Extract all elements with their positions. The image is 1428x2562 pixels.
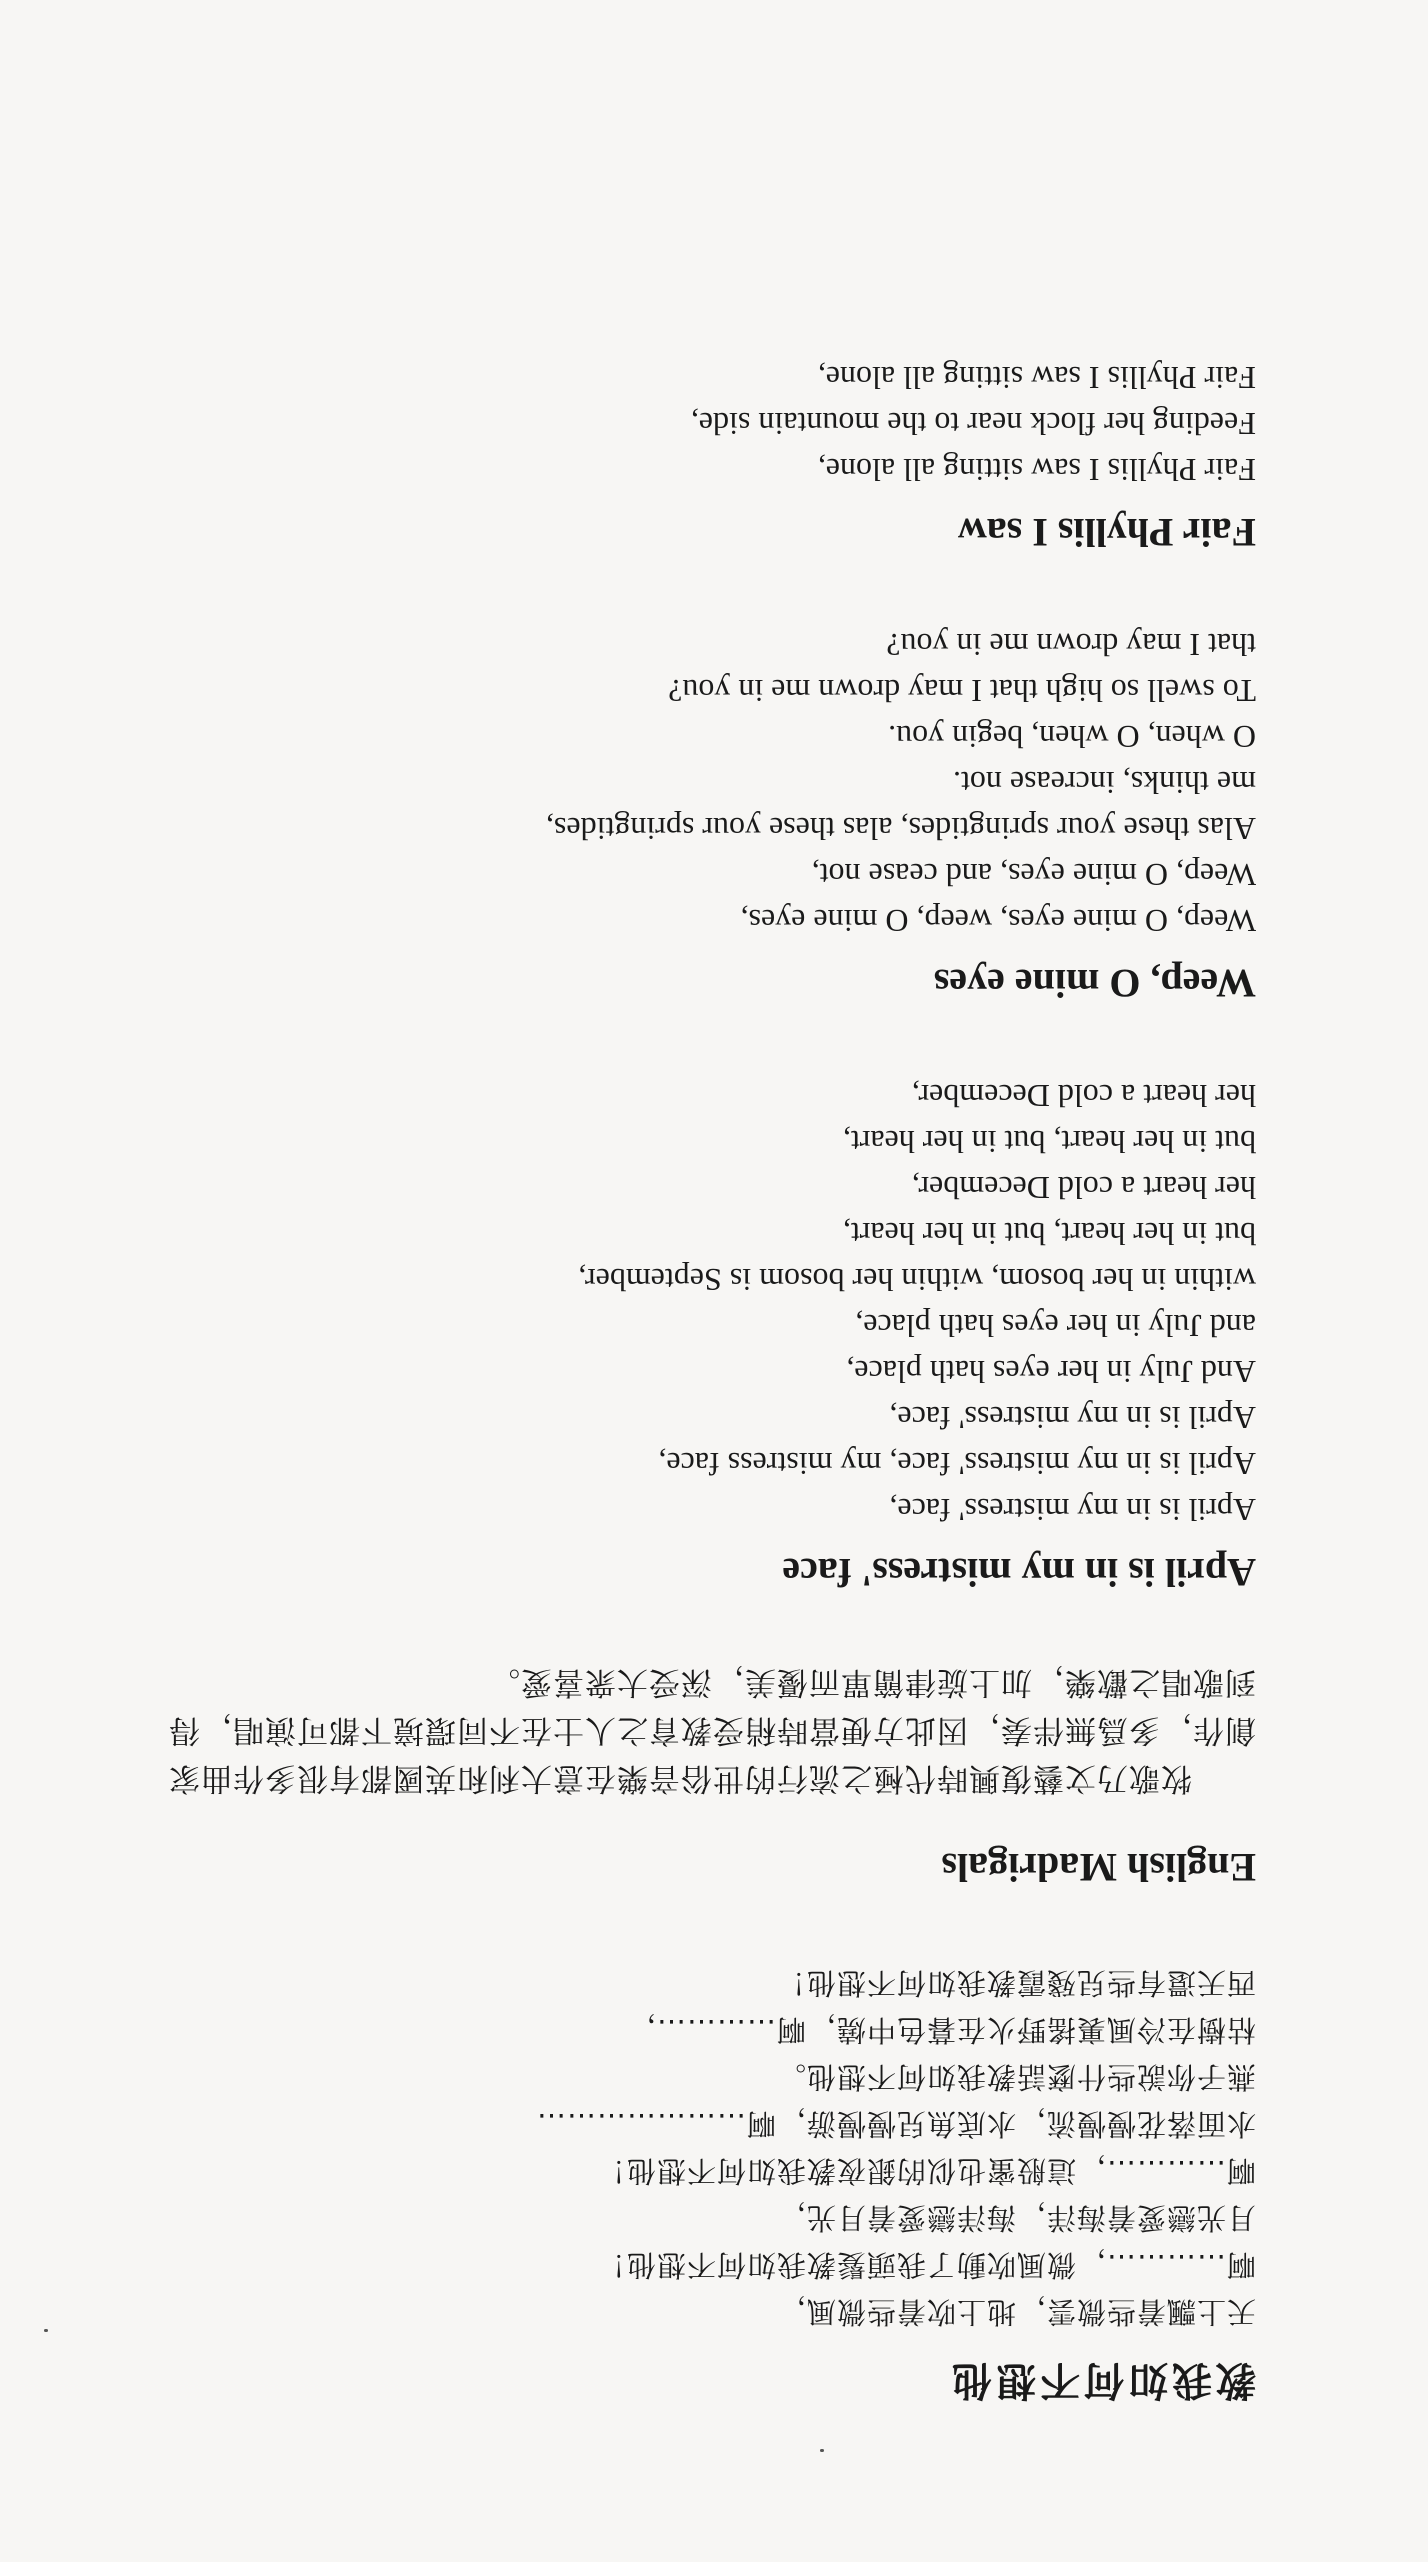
lyric-line: Weep, O mine eyes, and cease not, xyxy=(811,857,1256,893)
poem-line: 燕子你說些什麽話教我如何不想他。 xyxy=(775,2060,1256,2094)
lyric-line: her heart a cold December, xyxy=(911,1170,1256,1206)
lyric-line: me thinks, increase not. xyxy=(952,765,1256,801)
lyric-line: April is in my mistress' face, my mistress face, xyxy=(658,1446,1256,1482)
lyric-line: but in her heart, but in her heart, xyxy=(842,1124,1256,1160)
song-fair-phyllis xyxy=(160,355,1256,556)
scan-speck xyxy=(44,2329,48,2332)
lyric-line: Weep, O mine eyes, weep, O mine eyes, xyxy=(740,903,1256,939)
poem-line: 天上飄着些微雲，地上吹着些微風， xyxy=(775,2295,1256,2329)
lyric-line: Feeding her flock near to the mountain side, xyxy=(690,406,1256,442)
lyric-line: And July in her eyes hath place, xyxy=(846,1354,1256,1390)
poem-line: 枯樹在冷風裏搖野火在暮色中燒，啊…………， xyxy=(625,2013,1256,2047)
poem-line: 西天還有些兒殘霞教我如何不想他！ xyxy=(775,1966,1256,2000)
lyric-line: O when, O when, begin you. xyxy=(888,719,1256,755)
lyric-line: April is in my mistress' face, xyxy=(889,1400,1256,1436)
poem-title: 教我如何不想他 xyxy=(948,2357,1256,2403)
song-april xyxy=(160,1073,1256,1596)
lyric-line: that I may drown me in you? xyxy=(886,627,1256,663)
poem-line: 啊…………，微風吹動了我頭髮教我如何不想他！ xyxy=(595,2248,1256,2282)
poem-line: 啊…………，這般蜜也似的銀夜教我如何不想他！ xyxy=(595,2154,1256,2188)
poem-line: 水面落花慢慢流，水底魚兒慢慢游，啊………………… xyxy=(535,2107,1256,2141)
madrigals-heading: English Madrigals xyxy=(941,1845,1256,1890)
chinese-poem xyxy=(160,1959,1256,2412)
madrigals-intro: 牧歌乃文藝復興時代極之流行的世俗音樂在意大利和英國都有很多作曲家創作，多爲無伴奏，因此方便當時稍受教育之人士在不同環境下都可演唱，得到歌唱之歡樂，加上旋律簡單而優美，深受大衆喜愛。 xyxy=(168,1664,1256,1796)
lyric-line: but in her heart, but in her heart, xyxy=(842,1216,1256,1252)
lyric-line: within in her bosom, within her bosom is September, xyxy=(578,1262,1256,1298)
lyric-line: Alas these your springtides, alas these your springtides, xyxy=(545,811,1256,847)
poem-body xyxy=(160,1959,1256,2335)
lyric-line: Fair Phyllis I saw sitting all alone, xyxy=(817,360,1256,396)
lyric-line: her heart a cold December, xyxy=(911,1078,1256,1114)
lyric-line: To swell so high that I may drown me in you? xyxy=(668,673,1256,709)
poem-line: 月光戀愛着海洋，海洋戀愛着月光， xyxy=(775,2201,1256,2235)
lyric-line: April is in my mistress' face, xyxy=(889,1492,1256,1528)
song-title: Fair Phyllis I saw xyxy=(957,510,1256,555)
lyric-line: Fair Phyllis I saw sitting all alone, xyxy=(817,452,1256,488)
song-title: Weep, O mine eyes xyxy=(933,961,1256,1006)
lyric-line: and July in her eyes hath place, xyxy=(855,1308,1256,1344)
song-weep xyxy=(160,622,1256,1007)
scan-speck xyxy=(820,2449,824,2452)
song-title: April is in my mistress' face xyxy=(782,1550,1256,1595)
